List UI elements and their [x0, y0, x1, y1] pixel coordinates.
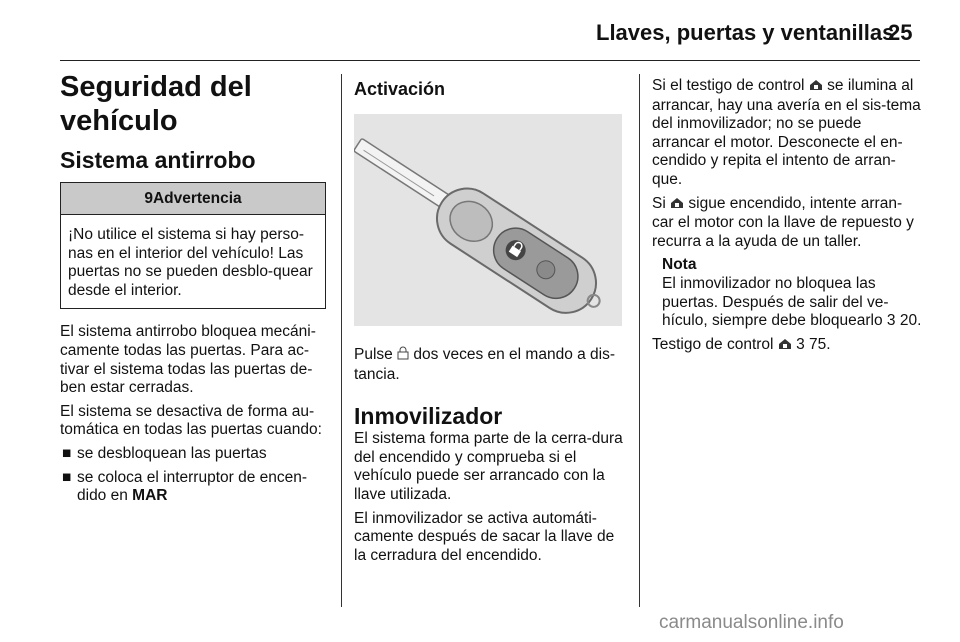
- page-number: 25: [888, 20, 913, 45]
- lock-icon: [397, 346, 409, 366]
- middle-column: [354, 78, 624, 570]
- paragraph-antirrobo-1: El sistema antirrobo bloquea mecáni-camente todas las puertas. Para ac-tivar el sistema todas las puertas de-ben estar cerradas.: [60, 323, 316, 397]
- list-item: [60, 445, 326, 464]
- text-fragment: sigue encendido, intente arran-car el motor con la llave de repuesto y recurra a la ayuda de un taller.: [652, 194, 914, 250]
- list-item: [60, 469, 326, 506]
- text-fragment: Testigo de control: [652, 335, 774, 353]
- bullet-icon: ■: [62, 444, 72, 462]
- section-title: Seguridad del vehículo: [60, 71, 252, 137]
- immobilizer-warning-icon: [778, 337, 792, 356]
- column-divider-right: [639, 74, 640, 607]
- immobilizer-warning-icon: [809, 78, 823, 97]
- immobilizer-heading: Inmovilizador: [354, 403, 503, 430]
- activation-instruction: [354, 346, 624, 384]
- pulse-text: Pulse: [354, 346, 393, 363]
- warning-text: ¡No utilice el sistema si hay perso-nas en el interior del vehículo! Las puertas no se pueden desblo-quear desde el interior.: [68, 226, 313, 299]
- activation-heading: Activación: [354, 79, 446, 99]
- bullet-icon: ■: [62, 468, 72, 486]
- note-text: [662, 275, 922, 331]
- list-item-text: se desbloquean las puertas: [77, 444, 267, 462]
- warning-title: Advertencia: [152, 190, 242, 207]
- warning-header: [61, 183, 325, 215]
- paragraph-warning-light-1: [652, 77, 922, 190]
- page-reference-link[interactable]: 3 75.: [796, 335, 831, 353]
- text-fragment: Si el testigo de control: [652, 77, 805, 94]
- paragraph-warning-light-2: [652, 195, 922, 252]
- note-body: El inmovilizador no bloquea las puertas. Después de salir del ve-hículo, siempre debe bloquearlo: [662, 274, 889, 330]
- column-divider-left: [341, 74, 342, 607]
- header-rule: [60, 60, 920, 61]
- running-header-title: Llaves, puertas y ventanillas: [596, 20, 895, 45]
- text-fragment: se ilumina al arrancar, hay una avería en el sis-tema del inmovilizador; no se puede arrancar el motor. Desconecte el en-cendido y repita el intento de arran-que.: [652, 77, 921, 188]
- paragraph-antirrobo-2: El sistema se desactiva de forma au-tomática en todas las puertas cuando:: [60, 402, 322, 439]
- paragraph-immobilizer-2: El inmovilizador se activa automáti-camente después de sacar la llave de la cerradura del encendido.: [354, 509, 615, 564]
- key-fob-photo: [354, 114, 622, 326]
- note-title: Nota: [662, 256, 697, 274]
- warning-icon: 9: [144, 190, 153, 207]
- right-column: [652, 77, 922, 360]
- ignition-position-label: MAR: [132, 487, 168, 505]
- pulse-text-end: dos veces en el mando a dis-tancia.: [354, 346, 616, 383]
- text-fragment: Si: [652, 194, 666, 212]
- paragraph-warning-light-ref: [652, 336, 922, 356]
- list-item-text: se coloca el interruptor de encen-dido en: [77, 468, 308, 505]
- subsection-title-antirrobo: Sistema antirrobo: [60, 147, 256, 173]
- note-box: [652, 256, 922, 330]
- paragraph-immobilizer-1: El sistema forma parte de la cerra-dura del encendido y comprueba si el vehículo puede ser arrancado con la llave utilizada.: [354, 430, 623, 503]
- watermark: carmanualsonline.info: [659, 612, 844, 633]
- immobilizer-warning-icon: [670, 196, 684, 215]
- left-column: [60, 70, 326, 511]
- page-reference-link[interactable]: 3 20.: [886, 312, 922, 330]
- warning-box: [60, 182, 326, 309]
- deactivation-list: [60, 445, 326, 506]
